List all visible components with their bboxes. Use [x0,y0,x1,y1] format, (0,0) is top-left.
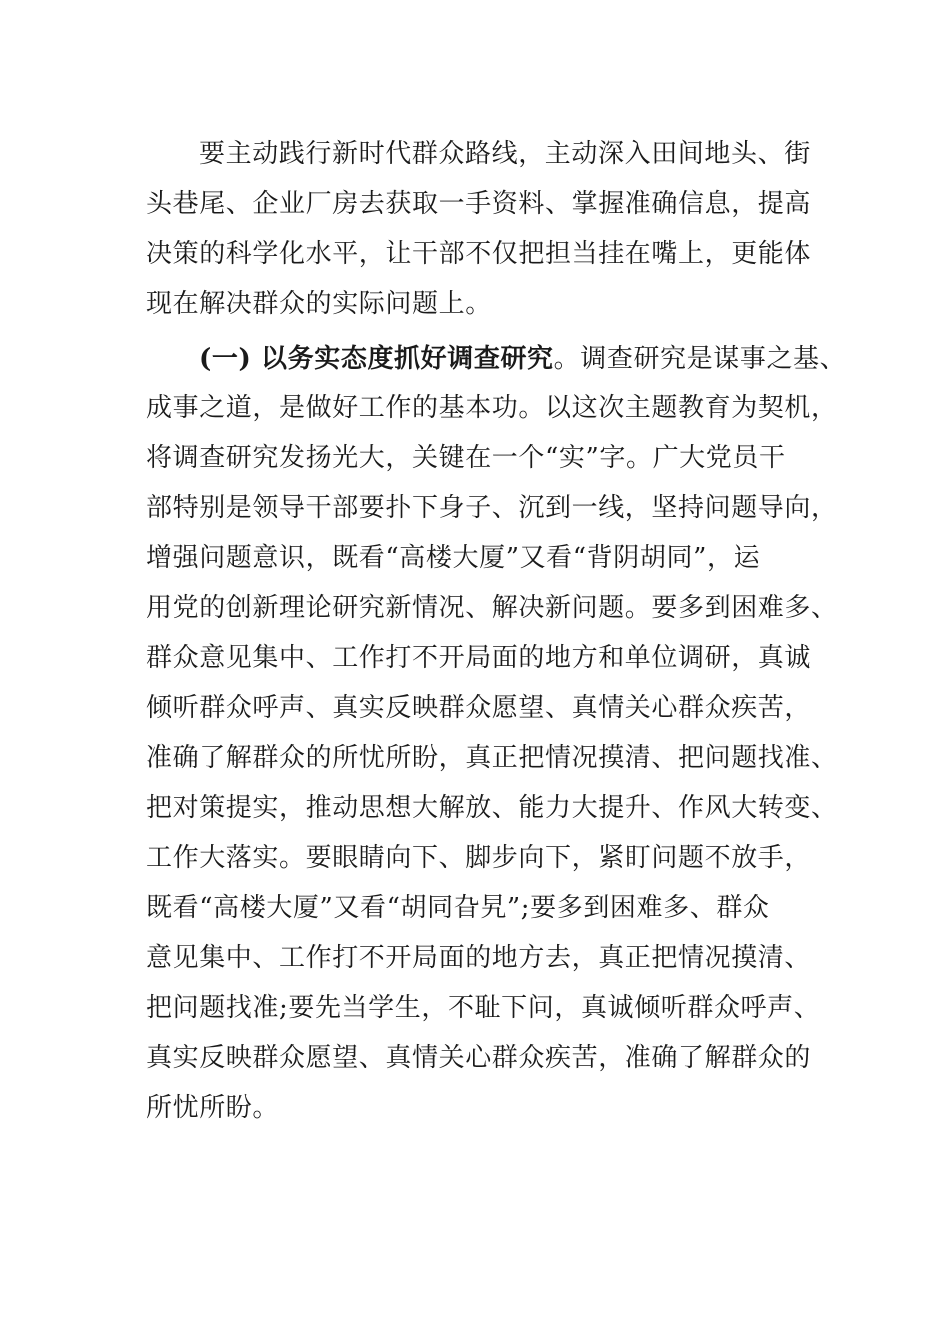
paragraph-2-line-11: 工作大落实。要眼睛向下、脚步向下，紧盯问题不放手， [146,843,812,873]
section-heading: (一) 以务实态度抓好调查研究 [199,344,554,374]
paragraph-2-line-1 [199,343,846,375]
paragraph-1-line-3: 决策的科学化水平，让干部不仅把担当挂在嘴上，更能体 [146,239,812,269]
paragraph-2-line-13: 意见集中、工作打不开局面的地方去，真正把情况摸清、 [146,943,812,973]
paragraph-2-line-2: 成事之道，是做好工作的基本功。以这次主题教育为契机， [146,393,838,423]
paragraph-2-line-6: 用党的创新理论研究新情况、解决新问题。要多到困难多、 [146,593,838,623]
paragraph-2-line-12: 既看“高楼大厦”又看“胡同旮旯”;要多到困难多、群众 [146,893,770,923]
paragraph-2-line-14: 把问题找准;要先当学生，不耻下问，真诚倾听群众呼声、 [146,993,821,1023]
paragraph-2-line-4: 部特别是领导干部要扑下身子、沉到一线，坚持问题导向， [146,493,838,523]
paragraph-2-line-10: 把对策提实，推动思想大解放、能力大提升、作风大转变、 [146,793,838,823]
paragraph-1-line-4: 现在解决群众的实际问题上。 [146,289,492,319]
paragraph-2-line-8: 倾听群众呼声、真实反映群众愿望、真情关心群众疾苦， [146,693,812,723]
paragraph-2-line-3: 将调查研究发扬光大，关键在一个“实”字。广大党员干 [146,443,786,473]
paragraph-2-line-7: 群众意见集中、工作打不开局面的地方和单位调研，真诚 [146,643,812,673]
section-heading-tail: 。调查研究是谋事之基、 [553,344,847,374]
paragraph-1-line-2: 头巷尾、企业厂房去获取一手资料、掌握准确信息，提高 [146,189,812,219]
paragraph-2-line-16: 所忧所盼。 [146,1093,280,1123]
paragraph-2-line-5: 增强问题意识，既看“高楼大厦”又看“背阴胡同”，运 [146,543,761,573]
paragraph-2-line-9: 准确了解群众的所忧所盼，真正把情况摸清、把问题找准、 [146,743,838,773]
paragraph-2-line-15: 真实反映群众愿望、真情关心群众疾苦，准确了解群众的 [146,1043,812,1073]
paragraph-1-line-1: 要主动践行新时代群众路线，主动深入田间地头、街 [199,139,811,169]
